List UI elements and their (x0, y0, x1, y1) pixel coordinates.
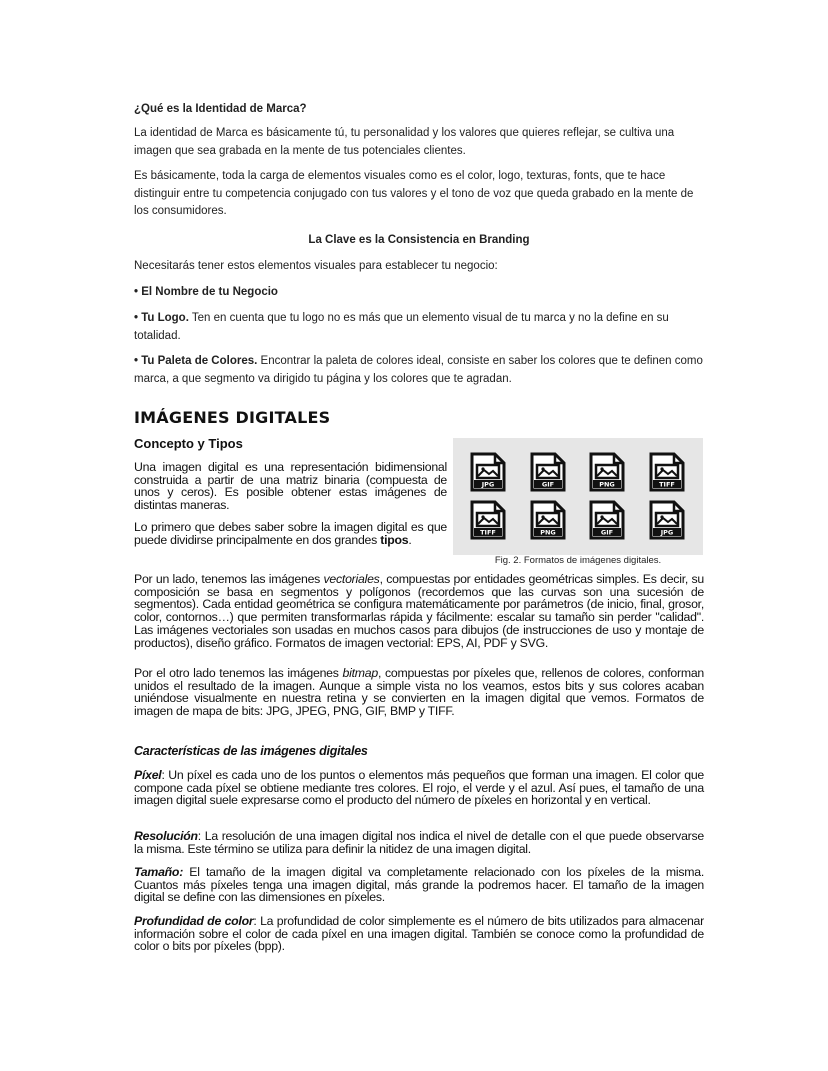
file-image-icon-png (530, 500, 566, 540)
text: , compuestas por píxeles que, rellenos de colores, conforman unidos el resultado de la imagen. Aunque a simple vista no los veamos, estos bits y sus colores acaban uniéndose visualmente en nuestra retina y se convierten en la imagen digital que vemos. Formatos de imagen de mapa de bits: JPG, JPEG, PNG, GIF, BMP y TIFF. (134, 666, 704, 719)
file-format-label: TIFF (480, 528, 496, 537)
file-format-label: GIF (541, 480, 555, 489)
feature-color-depth (134, 915, 704, 953)
text: Lo primero que debes saber sobre la imagen digital es que puede dividirse principalmente en dos grandes (134, 520, 447, 547)
text: Por el otro lado tenemos las imágenes (134, 666, 343, 680)
file-format-label: PNG (540, 528, 556, 537)
vector-paragraph (134, 573, 704, 649)
feature-text: El tamaño de la imagen digital va completamente relacionado con los píxeles de la misma. Cuantos más píxeles tenga una imagen digital, más grande la podremos hacer. El tamaño de la imagen digital se define con las dimensiones en píxeles. (134, 865, 704, 905)
bullet-text: Encontrar la paleta de colores ideal, consiste en saber los colores que te definen como marca, a que segmento va dirigido tu página y los colores que te agradan. (134, 355, 703, 385)
bullet-logo (134, 310, 704, 345)
digital-heading: IMÁGENES DIGITALES (134, 408, 331, 427)
text: Por un lado, tenemos las imágenes (134, 572, 324, 586)
file-format-label: JPG (481, 480, 495, 489)
branding-subtitle: La Clave es la Consistencia en Branding (308, 234, 530, 246)
file-format-label: GIF (600, 528, 614, 537)
feature-text: : La resolución de una imagen digital nos indica el nivel de detalle con el que puede observarse la misma. Este término se utiliza para definir la nitidez de una imagen digital. (134, 829, 704, 856)
bullet-palette (134, 353, 704, 388)
branding-paragraph-1: La identidad de Marca es básicamente tú, tu personalidad y los valores que quieres reflejar, se cultiva una imagen que sea grabada en la mente de tus potenciales clientes. (134, 127, 675, 157)
intro-paragraph-2 (134, 521, 447, 546)
intro-paragraph-1: Una imagen digital es una representación bidimensional construida a partir de una matriz binaria (compuesta de unos y ceros). Es posible obtener estas imágenes de distintas maneras. (134, 460, 447, 513)
branding-title: ¿Qué es la Identidad de Marca? (134, 103, 307, 115)
figure-caption: Fig. 2. Formatos de imágenes digitales. (494, 555, 662, 566)
feature-size (134, 866, 704, 904)
text: , compuestas por entidades geométricas simples. Es decir, su composición se basa en segmentos y polígonos (recordemos que las curvas son una sucesión de segmentos). Cada entidad geométrica se configura matemáticamente por parámetros (de inicio, final, grosor, color, contornos…) que permiten transformarlas rápida y fácilmente: escalar su tamaño sin perder "calidad". Las imágenes vectoriales son usadas en muchos casos para dibujos (de instrucciones de uso y montaje de productos), diseño gráfico. Formatos de imagen vectorial: EPS, AI, PDF y SVG. (134, 572, 704, 650)
feature-term: Píxel (134, 768, 162, 782)
bold-text: tipos (380, 532, 409, 547)
branding-paragraph-2: Es básicamente, toda la carga de elementos visuales como es el color, logo, texturas, fonts, que te hace distinguir entre tu competencia conjugado con tus valores y el tono de voz que queda grabado en la mente de los consumidores. (134, 170, 694, 217)
image-formats-figure (453, 438, 703, 555)
feature-term: Resolución (134, 829, 198, 843)
file-image-icon-gif (530, 452, 566, 492)
file-format-label: TIFF (659, 480, 675, 489)
feature-term: Tamaño: (134, 865, 184, 879)
file-format-label: PNG (599, 480, 615, 489)
feature-text: : La profundidad de color simplemente es el número de bits utilizados para almacenar información sobre el color de cada píxel en una imagen digital. También se conoce como la profundidad de color o bits por píxeles (bpp). (134, 914, 704, 954)
digital-subheading: Concepto y Tipos (134, 436, 243, 451)
file-image-icon-tiff (470, 500, 506, 540)
bitmap-paragraph (134, 667, 704, 718)
features-heading: Características de las imágenes digitales (134, 744, 368, 758)
branding-paragraph-3: Necesitarás tener estos elementos visuales para establecer tu negocio: (134, 260, 498, 272)
feature-pixel (134, 769, 704, 807)
file-image-icon-jpg (649, 500, 685, 540)
feature-resolution (134, 830, 704, 855)
bullet-lead: • El Nombre de tu Negocio (134, 286, 278, 298)
bullet-lead: • Tu Logo. (134, 312, 189, 324)
file-image-icon-gif (589, 500, 625, 540)
bullet-lead: • Tu Paleta de Colores. (134, 355, 258, 367)
file-image-icon-png (589, 452, 625, 492)
bullet-business-name (134, 284, 704, 302)
feature-text: : Un píxel es cada uno de los puntos o elementos más pequeños que forman una imagen. El color que compone cada píxel se obtiene mediante tres colores. El rojo, el verde y el azul. Así pues, el tamaño de una imagen digital suele expresarse como el producto del número de píxeles en horizontal y en vertical. (134, 768, 704, 808)
file-image-icon-tiff (649, 452, 685, 492)
italic-text: vectoriales (323, 572, 380, 586)
file-format-label: JPG (660, 528, 674, 537)
text: . (408, 532, 412, 547)
italic-text: bitmap (342, 666, 378, 680)
feature-term: Profundidad de color (134, 914, 254, 928)
bullet-text: Ten en cuenta que tu logo no es más que un elemento visual de tu marca y no la define en su totalidad. (134, 312, 669, 342)
file-image-icon-jpg (470, 452, 506, 492)
